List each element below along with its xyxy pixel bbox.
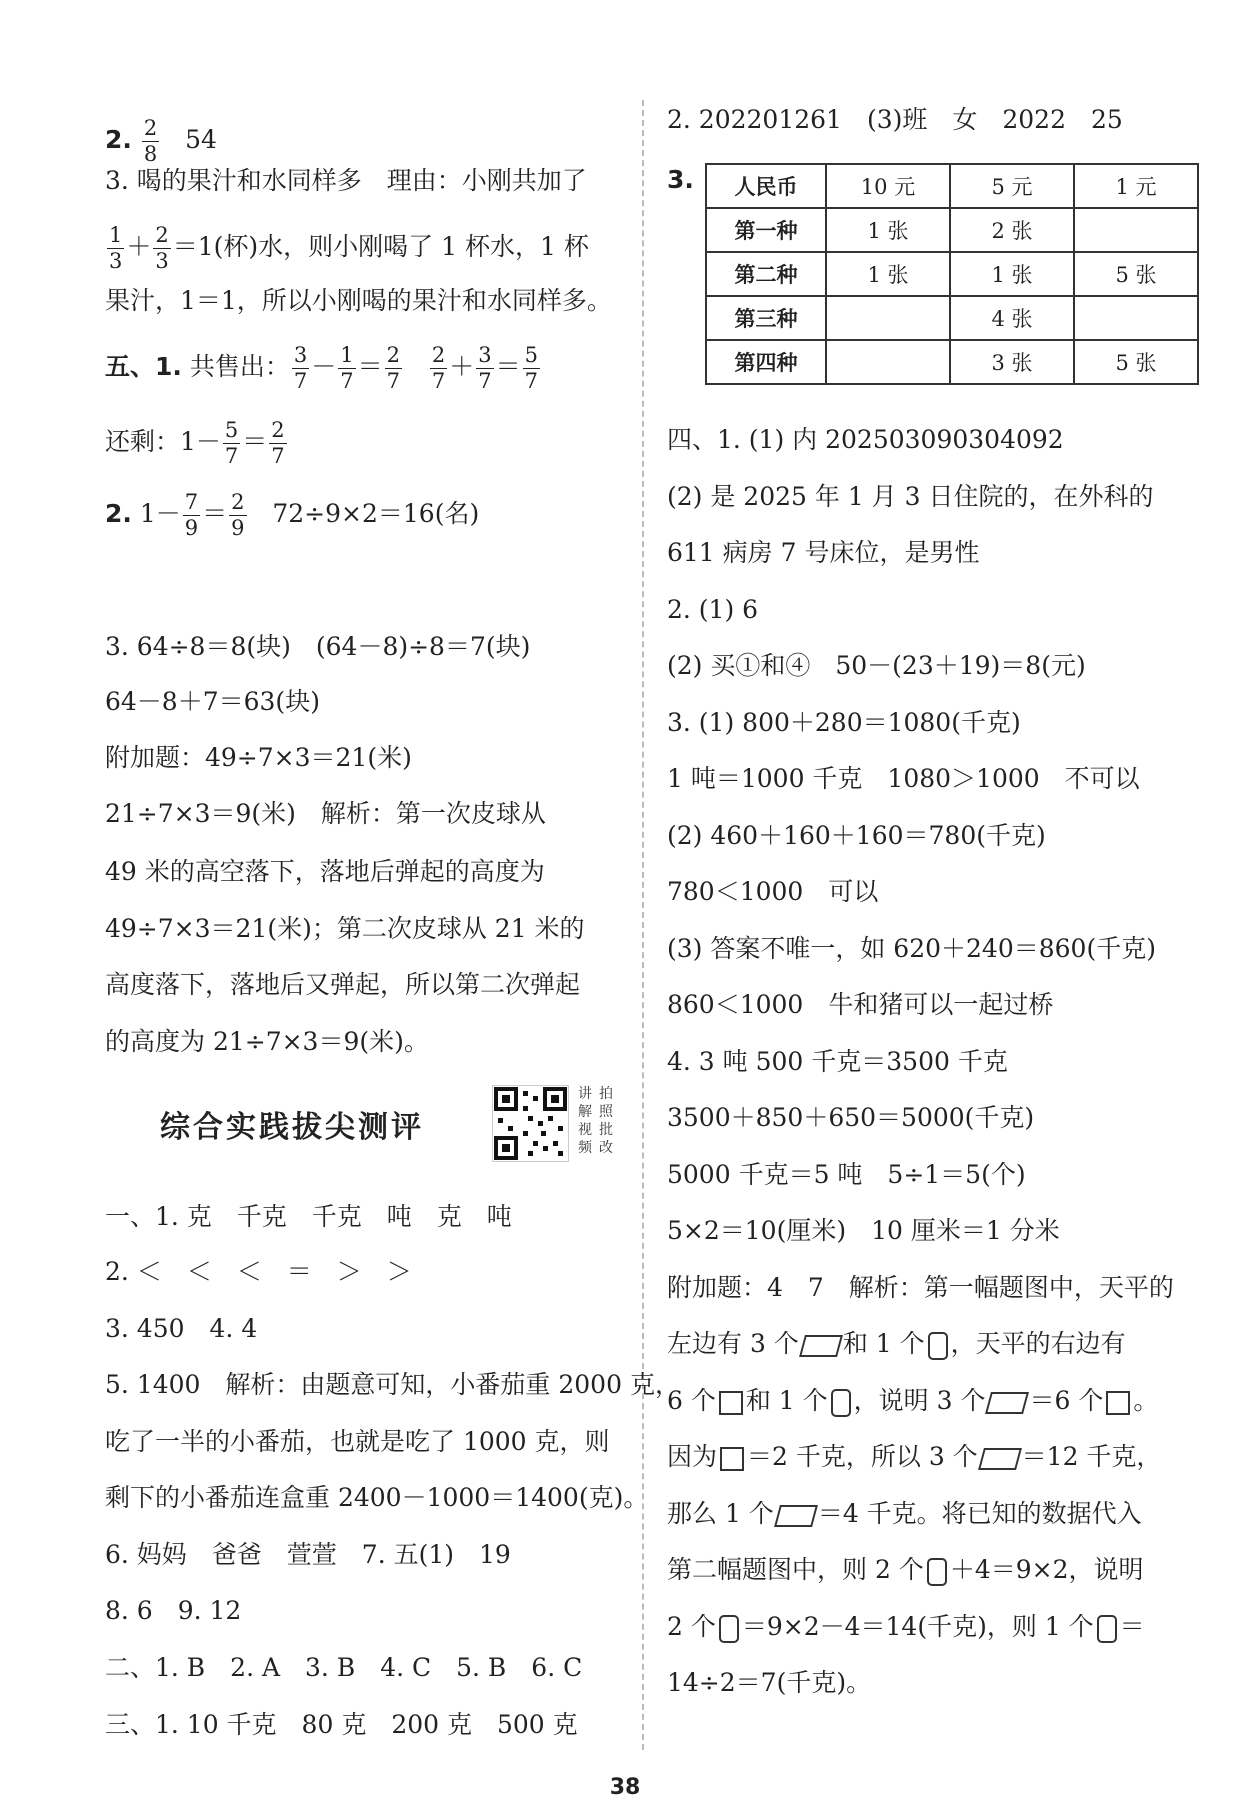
answer-line: (2) 是 2025 年 1 月 3 日住院的，在外科的	[667, 482, 1154, 511]
answer-line: 780＜1000 可以	[667, 877, 879, 906]
answer-line: 因为 ＝2 千克，所以 3 个 ＝12 千克，	[667, 1442, 1162, 1471]
currency-table	[705, 163, 1199, 385]
box-icon	[774, 1505, 818, 1527]
cylinder-icon	[719, 1615, 739, 1643]
answer-line: 的高度为 21÷7×3＝9(米)。	[105, 1027, 429, 1056]
cylinder-icon	[927, 1558, 947, 1586]
answer-line: 5000 千克＝5 吨 5÷1＝5(个)	[667, 1160, 1026, 1189]
cube-icon	[1106, 1391, 1130, 1415]
answer-line: 高度落下，落地后又弹起，所以第二次弹起	[105, 970, 581, 999]
table-row: 人民币 10 元 5 元 1 元	[706, 164, 1198, 208]
answer-line: 49 米的高空落下，落地后弹起的高度为	[105, 857, 545, 886]
answer-line: 附加题：49÷7×3＝21(米)	[105, 743, 412, 772]
table-row: 第一种 1 张 2 张	[706, 208, 1198, 252]
answer-line: 四、1. (1) 内 202503090304092	[667, 425, 1064, 454]
answer-line: 2. 1－ $\frac{7}{9}$ ＝ $\frac{2}{9}$ 72÷9×2＝16(名)	[105, 490, 480, 540]
answer-line: 5. 1400 解析：由题意可知，小番茄重 2000 克，	[105, 1370, 680, 1399]
table-row: 第四种 3 张 5 张	[706, 340, 1198, 384]
answer-line: 21÷7×3＝9(米) 解析：第一次皮球从	[105, 799, 546, 828]
qr-code-icon[interactable]	[492, 1085, 569, 1162]
fraction: $\frac{2}{8}$	[143, 116, 158, 166]
cube-icon	[720, 1447, 744, 1471]
answer-line: 860＜1000 牛和猪可以一起过桥	[667, 990, 1054, 1019]
answer-line: 二、1. B 2. A 3. B 4. C 5. B 6. C	[105, 1653, 583, 1682]
answer-line: 4. 3 吨 500 千克＝3500 千克	[667, 1047, 1008, 1076]
answer-line: 3.	[667, 165, 694, 194]
answer-line: 6. 妈妈 爸爸 萱萱 7. 五(1) 19	[105, 1540, 511, 1569]
answer-line: 剩下的小番茄连盒重 2400－1000＝1400(克)。	[105, 1483, 649, 1512]
box-icon	[978, 1448, 1022, 1470]
answer-line: 那么 1 个 ＝4 千克。将已知的数据代入	[667, 1499, 1142, 1528]
answer-line: 还剩：1－ $\frac{5}{7}$ ＝ $\frac{2}{7}$	[105, 418, 285, 468]
answer-line: 左边有 3 个 和 1 个 ，天平的右边有	[667, 1329, 1126, 1358]
qr-labels: 讲 拍 解 照 视 批 频 改	[578, 1086, 613, 1156]
page-number: 38	[609, 1775, 641, 1800]
answer-line: 5×2＝10(厘米) 10 厘米＝1 分米	[667, 1216, 1060, 1245]
answer-line: 1 吨＝1000 千克 1080＞1000 不可以	[667, 764, 1140, 793]
answer-line: 6 个 和 1 个 ，说明 3 个 ＝6 个 。	[667, 1386, 1159, 1415]
answer-line: 附加题：4 7 解析：第一幅题图中，天平的	[667, 1273, 1174, 1302]
answer-line: 611 病房 7 号床位，是男性	[667, 538, 980, 567]
answer-line: (2) 买①和④ 50－(23＋19)＝8(元)	[667, 651, 1086, 680]
answer-line: 一、1. 克 千克 千克 吨 克 吨	[105, 1202, 512, 1231]
answer-line: 14÷2＝7(千克)。	[667, 1668, 872, 1697]
answer-line: 2. (1) 6	[667, 595, 759, 624]
answer-line: 2. 202201261 (3)班 女 2022 25	[667, 105, 1123, 134]
answer-line: $\frac{1}{3}$ ＋ $\frac{2}{3}$ ＝1(杯)水，则小刚喝了 1 杯水，1 杯	[109, 223, 589, 273]
answer-line: 3. 64÷8＝8(块) (64－8)÷8＝7(块)	[105, 632, 531, 661]
answer-line: 2. $\frac{2}{8}$ 54	[105, 116, 217, 166]
answer-line: 五、1. 共售出： $\frac{3}{7}$ － $\frac{1}{7}$ ＝ $\frac{2}{7}$ $\frac{2}{7}$ ＋ $\frac{3}{7}$ ＝ $\frac{5}{7}$	[105, 343, 539, 393]
answer-line: 2 个 ＝9×2－4＝14(千克)，则 1 个 ＝	[667, 1612, 1145, 1641]
cylinder-icon	[928, 1332, 948, 1360]
answer-line: 果汁，1＝1，所以小刚喝的果汁和水同样多。	[105, 286, 612, 315]
answer-line: 3. 喝的果汁和水同样多 理由：小刚共加了	[105, 166, 587, 195]
answer-line: (3) 答案不唯一，如 620＋240＝860(千克)	[667, 934, 1156, 963]
answer-line: 3. (1) 800＋280＝1080(千克)	[667, 708, 1021, 737]
box-icon	[986, 1392, 1030, 1414]
table-row: 第三种 4 张	[706, 296, 1198, 340]
answer-line: 3500＋850＋650＝5000(千克)	[667, 1103, 1035, 1132]
cube-icon	[719, 1391, 743, 1415]
table-row: 第二种 1 张 1 张 5 张	[706, 252, 1198, 296]
answer-line: 8. 6 9. 12	[105, 1596, 242, 1625]
answer-line: 吃了一半的小番茄，也就是吃了 1000 克，则	[105, 1427, 610, 1456]
box-icon	[799, 1335, 843, 1357]
cylinder-icon	[831, 1389, 851, 1417]
answer-line: (2) 460＋160＋160＝780(千克)	[667, 821, 1046, 850]
answer-line: 3. 450 4. 4	[105, 1314, 258, 1343]
answer-line: 49÷7×3＝21(米)；第二次皮球从 21 米的	[105, 914, 585, 943]
answer-line: 64－8＋7＝63(块)	[105, 687, 320, 716]
cylinder-icon	[1097, 1615, 1117, 1643]
answer-line: 三、1. 10 千克 80 克 200 克 500 克	[105, 1710, 578, 1739]
section-title: 综合实践拔尖测评	[160, 1110, 424, 1145]
answer-line: 第二幅题图中，则 2 个 ＋4＝9×2，说明	[667, 1555, 1144, 1584]
answer-line: 2. ＜ ＜ ＜ ＝ ＞ ＞	[105, 1257, 412, 1286]
